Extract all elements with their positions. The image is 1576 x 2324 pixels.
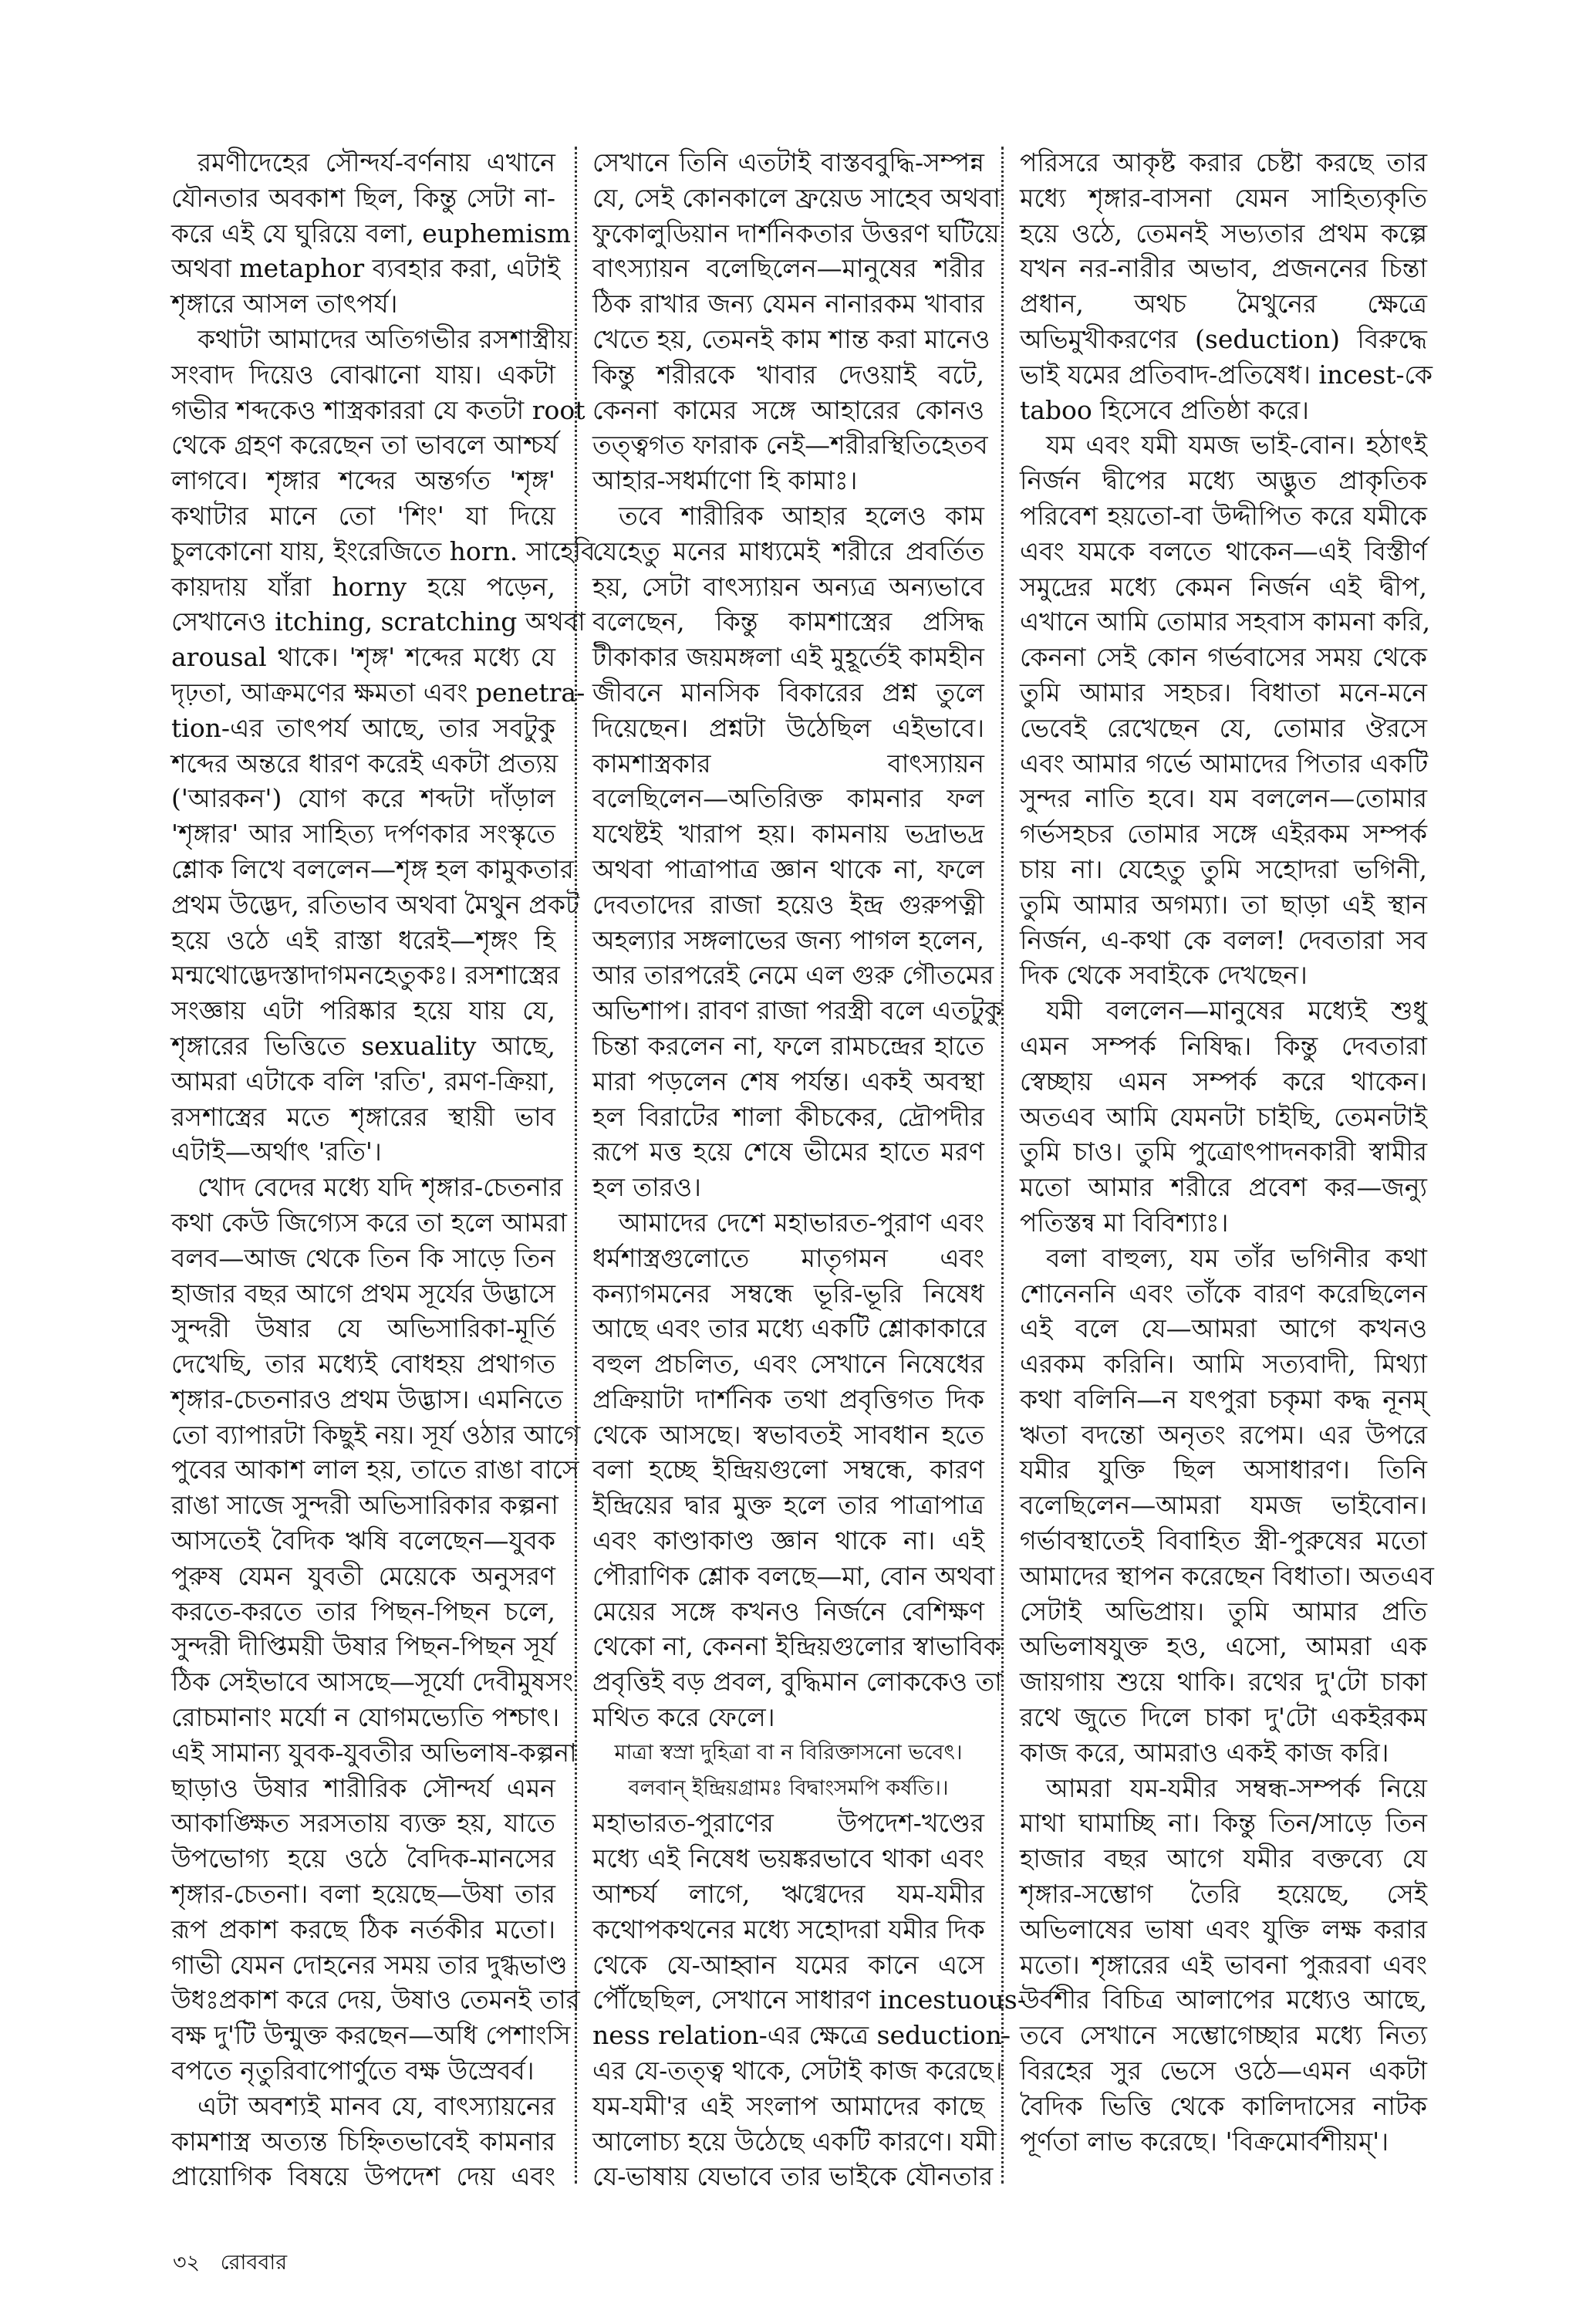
text-line: সুন্দর নাতি হবে। যম বললেন—তোমার (1020, 783, 1427, 814)
page-number: ৩২ (173, 2251, 201, 2275)
text-line: কাজ করে, আমরাও একই কাজ করি। (1020, 1737, 1389, 1768)
text-line: বলেছেন, কিন্তু কামশাস্ত্রের প্রসিদ্ধ (592, 606, 984, 637)
text-line: বলেছিলেন—আমরা যমজ ভাইবোন। (1020, 1490, 1427, 1521)
text-line: হয়, সেটা বাৎস্যায়ন অন্যত্র অন্যভাবে (592, 571, 984, 602)
paragraph (171, 322, 596, 1170)
column-divider (575, 147, 577, 2184)
text-line: আর তারপরেই নেমে এল গুরু গৌতমের (592, 960, 994, 991)
text-line: গাভী যেমন দোহনের সময় তার দুগ্ধভাণ্ড (171, 1949, 568, 1980)
text-line: মেয়ের সঙ্গে কখনও নির্জনে বেশিক্ষণ (592, 1596, 984, 1626)
text-line: মন্মথোদ্ভেদস্তাদাগমনহেতুকঃ। রসশাস্ত্রের (171, 960, 560, 991)
text-line: বহুল প্রচলিত, এবং সেখানে নিষেধের (592, 1349, 984, 1380)
text-line: কথাটার মানে তো 'শিং' যা দিয়ে (171, 500, 555, 531)
text-line: এটাই—অর্থাৎ 'রতি'। (171, 1137, 382, 1167)
text-line: এখানে আমি তোমার সহবাস কামনা করি, (1020, 606, 1431, 637)
text-line: গর্ভসহচর তোমার সঙ্গে এইরকম সম্পর্ক (1020, 819, 1427, 850)
text-line: তো ব্যাপারটা কিছুই নয়। সূর্য ওঠার আগে (171, 1419, 581, 1450)
text-line: বলবান্ ইন্দ্রিয়গ্রামঃ বিদ্বাংসমপি কর্ষতি।। (628, 1775, 949, 1800)
text-line: tion-এর তাৎপর্য আছে, তার সবটুকু (171, 712, 555, 743)
text-line: থেকে আসছে। স্বভাবতই সাবধান হতে (592, 1419, 984, 1450)
paragraph (592, 1205, 1002, 1735)
text-line: আলোচ্য হয়ে উঠেছে একটি কারণে। যমী (592, 2126, 997, 2157)
text-line: তুমি আমার সহচর। বিধাতা মনে-মনে (1020, 677, 1427, 708)
text-line: পূর্ণতা লাভ করেছে। 'বিক্রমোর্বশীয়ম্'। (1020, 2126, 1389, 2157)
text-line: বক্ষ দু'টি উন্মুক্ত করছেন—অধি পেশাংসি (171, 2020, 571, 2051)
paragraph (1020, 145, 1433, 427)
text-line: খোদ বেদের মধ্যে যদি শৃঙ্গার-চেতনার (197, 1172, 563, 1203)
text-line: হল তারও। (592, 1172, 701, 1203)
text-line: এবং যমকে বলতে থাকেন—এই বিস্তীর্ণ (1020, 535, 1427, 566)
text-line: তত্ত্বগত ফারাক নেই—শরীরস্থিতিহেতব (592, 430, 988, 461)
text-line: জায়গায় শুয়ে থাকি। রথের দু'টো চাকা (1020, 1667, 1427, 1697)
text-line: সেখানে তিনি এতটাই বাস্তববুদ্ধি-সম্পন্ন (592, 147, 984, 177)
text-line: অতএব আমি যেমনটা চাইছি, তেমনটাই (1020, 1101, 1427, 1132)
text-line: উর্বশীর বিচিত্র আলাপের মধ্যেও আছে, (1020, 1985, 1427, 2015)
text-line: লাগবে। শৃঙ্গার শব্দের অন্তর্গত 'শৃঙ্গ' (171, 465, 555, 496)
text-line: যমী বললেন—মানুষের মধ্যেই শুধু (1046, 995, 1427, 1026)
text-line: বলেছিলেন—অতিরিক্ত কামনার ফল (592, 783, 984, 814)
text-line: শ্লোক লিখে বললেন—শৃঙ্গ হল কামুকতার (171, 853, 574, 884)
text-line: ঠিক রাখার জন্য যেমন নানারকম খাবার (592, 289, 984, 319)
text-line: তুমি আমার অগম্যা। তা ছাড়া এই স্থান (1020, 889, 1427, 920)
text-line: অহল্যার সঙ্গলাভের জন্য পাগল হলেন, (592, 924, 984, 955)
text-line: নির্জন দ্বীপের মধ্যে অদ্ভুত প্রাকৃতিক (1020, 465, 1427, 496)
text-line: প্রথম উদ্ভেদ, রতিভাব অথবা মৈথুন প্রকট (171, 889, 580, 920)
text-line: কায়দায় যাঁরা horny হয়ে পড়েন, (171, 571, 555, 602)
text-line: যমীর যুক্তি ছিল অসাধারণ। তিনি (1020, 1454, 1427, 1485)
text-line: যেহেতু মনের মাধ্যমেই শরীরে প্রবর্তিত (592, 535, 984, 566)
text-line: এই বলে যে—আমরা আগে কখনও (1020, 1313, 1427, 1344)
text-line: মতো। শৃঙ্গারের এই ভাবনা পুরূরবা এবং (1020, 1949, 1427, 1980)
text-line: গভীর শব্দকেও শাস্ত্রকাররা যে কতটা root (171, 394, 586, 425)
text-line: যম এবং যমী যমজ ভাই-বোন। হঠাৎই (1046, 430, 1427, 461)
text-line: হাজার বছর আগে যমীর বক্তব্যে যে (1020, 1843, 1427, 1874)
text-line: হাজার বছর আগে প্রথম সূর্যের উদ্ভাসে (171, 1278, 555, 1309)
paragraph (171, 1170, 581, 2089)
text-line: প্রবৃত্তিই বড় প্রবল, বুদ্ধিমান লোককেও তা (592, 1667, 1002, 1697)
page-footer (173, 2247, 287, 2282)
text-line: মাথা ঘামাচ্ছি না। কিন্তু তিন/সাড়ে তিন (1020, 1808, 1427, 1839)
text-line: ঠিক সেইভাবে আসছে—সূর্যো দেবীমুষসং (171, 1667, 574, 1697)
text-line: মাত্রা স্বস্রা দুহিত্রা বা ন বিরিক্তাসনো ভবেৎ। (614, 1740, 963, 1765)
text-line: রমণীদেহের সৌন্দর্য-বর্ণনায় এখানে (197, 147, 555, 177)
paragraph (1020, 1771, 1427, 2160)
text-line: শৃঙ্গার-চেতনা। বলা হয়েছে—উষা তার (171, 1879, 555, 1910)
text-line: আহার-সধর্মাণো হি কামাঃ। (592, 465, 858, 496)
paragraph (592, 498, 1003, 1205)
text-line: স্বেচ্ছায় এমন সম্পর্ক করে থাকেন। (1020, 1066, 1427, 1096)
text-line: টীকাকার জয়মঙ্গলা এই মুহূর্তেই কামহীন (592, 642, 984, 673)
text-line: বিরহের সুর ভেসে ওঠে—এমন একটা (1020, 2055, 1427, 2086)
text-line: আকাঙ্ক্ষিত সরসতায় ব্যক্ত হয়, যাতে (171, 1808, 555, 1839)
text-line: যে, সেই কোনকালে ফ্রয়েড সাহেব অথবা (592, 182, 1001, 213)
text-line: রথে জুতে দিলে চাকা দু'টো একইরকম (1020, 1702, 1427, 1733)
text-line: অভিলাষের ভাষা এবং যুক্তি লক্ষ করার (1020, 1914, 1427, 1944)
text-line: বৈদিক ভিত্তি থেকে কালিদাসের নাটক (1020, 2090, 1427, 2121)
text-line: এবং কাণ্ডাকাণ্ড জ্ঞান থাকে না। এই (592, 1525, 984, 1556)
text-line: মধ্যে শৃঙ্গার-বাসনা যেমন সাহিত্যকৃতি (1020, 182, 1427, 213)
column-divider (1001, 147, 1004, 2184)
text-line: কথোপকথনের মধ্যে সহোদরা যমীর দিক (592, 1914, 985, 1944)
text-line: প্রক্রিয়াটা দার্শনিক তথা প্রবৃত্তিগত দিক (592, 1383, 984, 1414)
text-line: taboo হিসেবে প্রতিষ্ঠা করে। (1020, 394, 1309, 425)
text-line: তবে সেখানে সম্ভোগেচ্ছার মধ্যে নিত্য (1020, 2020, 1427, 2051)
text-line: আমাদের স্থাপন করেছেন বিধাতা। অতএব (1020, 1560, 1434, 1591)
text-line: থেকে যে-আহ্বান যমের কানে এসে (592, 1949, 984, 1980)
text-line: 'শৃঙ্গার' আর সাহিত্য দর্পণকার সংস্কৃতে (171, 819, 555, 850)
text-line: কেননা কামের সঙ্গে আহারের কোনও (592, 394, 984, 425)
text-line: ('আরকন') যোগ করে শব্দটা দাঁড়াল (171, 783, 555, 814)
text-line: কামশাস্ত্র অত্যন্ত চিহ্নিতভাবেই কামনার (171, 2126, 555, 2157)
text-line: থেকো না, কেননা ইন্দ্রিয়গুলোর স্বাভাবিক (592, 1631, 1002, 1662)
text-line: করতে-করতে তার পিছন-পিছন চলে, (171, 1596, 555, 1626)
text-line: শৃঙ্গারে আসল তাৎপর্য। (171, 289, 398, 319)
text-line: ভেবেই রেখেছেন যে, তোমার ঔরসে (1020, 712, 1427, 743)
text-line: দিয়েছেন। প্রশ্নটা উঠেছিল এইভাবে। (592, 712, 984, 743)
paragraph (1020, 1241, 1434, 1771)
text-line: শৃঙ্গারের ভিত্তিতে sexuality আছে, (171, 1030, 555, 1061)
paragraph (1020, 993, 1427, 1241)
text-line: শৃঙ্গার-সম্ভোগ তৈরি হয়েছে, সেই (1020, 1879, 1427, 1910)
magazine-name: রোববার (220, 2251, 288, 2275)
text-line: মধ্যে এই নিষেধ ভয়ঙ্করভাবে থাকা এবং (592, 1843, 984, 1874)
text-line: অভিমুখীকরণের (seduction) বিরুদ্ধে (1020, 323, 1427, 354)
text-line: কথা বলিনি—ন যৎপুরা চকৃমা কদ্ধ নূনম্ (1020, 1383, 1427, 1414)
text-line: পুবের আকাশ লাল হয়, তাতে রাঙা বাসে (171, 1454, 579, 1485)
text-line: বলা হচ্ছে ইন্দ্রিয়গুলো সম্বন্ধে, কারণ (592, 1454, 984, 1485)
text-line: অথবা পাত্রাপাত্র জ্ঞান থাকে না, ফলে (592, 853, 984, 884)
text-line: যম-যমী'র এই সংলাপ আমাদের কাছে (592, 2090, 984, 2121)
text-line: এটা অবশ্যই মানব যে, বাৎস্যায়নের (197, 2090, 555, 2121)
text-line: জীবনে মানসিক বিকারের প্রশ্ন তুলে (592, 677, 984, 708)
text-line: দিক থেকে সবাইকে দেখছেন। (1020, 960, 1308, 991)
text-line: যথেষ্টই খারাপ হয়। কামনায় ভদ্রাভদ্র (592, 819, 984, 850)
paragraph (592, 145, 1001, 498)
article-column-3 (1020, 145, 1434, 2159)
paragraph (171, 2089, 555, 2194)
paragraph (1020, 427, 1431, 993)
text-line: মহাভারত-পুরাণের উপদেশ-খণ্ডের (592, 1808, 984, 1839)
text-line: মথিত করে ফেলে। (592, 1702, 775, 1733)
text-line: কন্যাগমনের সম্বন্ধে ভূরি-ভূরি নিষেধ (592, 1278, 984, 1309)
text-line: সুন্দরী উষার যে অভিসারিকা-মূর্তি (171, 1313, 555, 1344)
text-line: অথবা metaphor ব্যবহার করা, এটাই (171, 253, 561, 284)
text-line: থেকে গ্রহণ করেছেন তা ভাবলে আশ্চর্য (171, 430, 559, 461)
text-line: দৃঢ়তা, আক্রমণের ক্ষমতা এবং penetra- (171, 677, 586, 708)
text-line: বপতে নৃতুরিবাপোর্ণুতে বক্ষ উস্রেবর্ব। (171, 2055, 535, 2086)
text-line: আসতেই বৈদিক ঋষি বলেছেন—যুবক (171, 1525, 555, 1556)
text-line: ধর্মশাস্ত্রগুলোতে মাতৃগমন এবং (592, 1242, 984, 1273)
text-line: উপভোগ্য হয়ে ওঠে বৈদিক-মানসের (171, 1843, 555, 1874)
text-line: কথাটা আমাদের অতিগভীর রসশাস্ত্রীয় (197, 323, 572, 354)
text-line: করে এই যে ঘুরিয়ে বলা, euphemism (171, 218, 572, 248)
text-line: রসশাস্ত্রের মতে শৃঙ্গারের স্থায়ী ভাব (171, 1101, 555, 1132)
text-line: বলা বাহুল্য, যম তাঁর ভগিনীর কথা (1046, 1242, 1427, 1273)
text-line: উধঃপ্রকাশ করে দেয়, উষাও তেমনই তার (171, 1985, 580, 2015)
text-line: আমাদের দেশে মহাভারত-পুরাণ এবং (619, 1207, 984, 1238)
text-line: পরিসরে আকৃষ্ট করার চেষ্টা করছে তার (1020, 147, 1427, 177)
article-column-1 (171, 145, 596, 2194)
text-line: বাৎস্যায়ন বলেছিলেন—মানুষের শরীর (592, 253, 984, 284)
text-line: ছাড়াও উষার শারীরিক সৌন্দর্য এমন (171, 1772, 555, 1803)
text-line: পুরুষ যেমন যুবতী মেয়েকে অনুসরণ (171, 1560, 555, 1591)
text-line: বলব—আজ থেকে তিন কি সাড়ে তিন (171, 1242, 555, 1273)
text-line: এবং আমার গর্ভে আমাদের পিতার একটি (1020, 748, 1429, 779)
text-line: অভিশাপ। রাবণ রাজা পরস্ত্রী বলে এতটুকু (592, 995, 1003, 1026)
text-line: মারা পড়লেন শেষ পর্যন্ত। একই অবস্থা (592, 1066, 984, 1096)
sanskrit-verse (592, 1735, 984, 1806)
text-line: শৃঙ্গার-চেতনারও প্রথম উদ্ভাস। এমনিতে (171, 1383, 563, 1414)
text-line: যখন নর-নারীর অভাব, প্রজননের চিন্তা (1020, 253, 1427, 284)
text-line: এমন সম্পর্ক নিষিদ্ধ। কিন্তু দেবতারা (1020, 1030, 1427, 1061)
paragraph (171, 145, 572, 322)
text-line: তুমি চাও। তুমি পুত্রোৎপাদনকারী স্বামীর (1020, 1137, 1427, 1167)
text-line: ভাই যমের প্রতিবাদ-প্রতিষেধ। incest-কে (1020, 359, 1433, 390)
text-line: মতো আমার শরীরে প্রবেশ কর—জন্যু (1020, 1172, 1427, 1203)
text-line: রূপে মত্ত হয়ে শেষে ভীমের হাতে মরণ (592, 1137, 984, 1167)
text-line: গর্ভাবস্থাতেই বিবাহিত স্ত্রী-পুরুষের মতো (1020, 1525, 1427, 1556)
text-line: সুন্দরী দীপ্তিময়ী উষার পিছন-পিছন সূর্য (171, 1631, 555, 1662)
text-line: কথা কেউ জিগ্যেস করে তা হলে আমরা (171, 1207, 567, 1238)
text-line: হল বিরাটের শালা কীচকের, দ্রৌপদীর (592, 1101, 984, 1132)
text-line: হয়ে ওঠে এই রাস্তা ধরেই—শৃঙ্গং হি (171, 924, 555, 955)
text-line: যে-ভাষায় যেভাবে তার ভাইকে যৌনতার (592, 2161, 994, 2192)
text-line: আশ্চর্য লাগে, ঋগ্বেদের যম-যমীর (592, 1879, 984, 1910)
text-line: চুলকোনো যায়, ইংরেজিতে horn. সাহেবি (171, 535, 596, 566)
text-line: দেখেছি, তার মধ্যেই বোধহয় প্রথাগত (171, 1349, 555, 1380)
text-line: সংবাদ দিয়েও বোঝানো যায়। একটা (171, 359, 555, 390)
text-line: ইন্দ্রিয়ের দ্বার মুক্ত হলে তার পাত্রাপাত্র (592, 1490, 984, 1521)
text-line: প্রায়োগিক বিষয়ে উপদেশ দেয় এবং (171, 2161, 555, 2192)
text-line: এই সামান্য যুবক-যুবতীর অভিলাষ-কল্পনা (171, 1737, 577, 1768)
text-line: দেবতাদের রাজা হয়েও ইন্দ্র গুরুপত্নী (592, 889, 984, 920)
text-line: আছে এবং তার মধ্যে একটি শ্লোকাকারে (592, 1313, 987, 1344)
text-line: প্রধান, অথচ মৈথুনের ক্ষেত্রে (1020, 289, 1427, 319)
paragraph (592, 1805, 1026, 2194)
article-column-2 (592, 145, 1026, 2194)
text-line: ঋতা বদন্তো অনৃতং রপেম। এর উপরে (1020, 1419, 1427, 1450)
text-line: তবে শারীরিক আহার হলেও কাম (619, 500, 984, 531)
text-line: নির্জন, এ-কথা কে বলল! দেবতারা সব (1020, 924, 1427, 955)
text-line: সেখানেও itching, scratching অথবা (171, 606, 586, 637)
text-line: শব্দের অন্তরে ধারণ করেই একটা প্রত্যয় (171, 748, 559, 779)
text-line: সংজ্ঞায় এটা পরিষ্কার হয়ে যায় যে, (171, 995, 555, 1026)
text-line: হয়ে ওঠে, তেমনই সভ্যতার প্রথম কল্পে (1020, 218, 1427, 248)
text-line: কেননা সেই কোন গর্ভবাসের সময় থেকে (1020, 642, 1427, 673)
text-line: পতিস্তন্ব মা বিবিশ্যাঃ। (1020, 1207, 1229, 1238)
text-line: arousal থাকে। 'শৃঙ্গ' শব্দের মধ্যে যে (171, 642, 555, 673)
text-line: সমুদ্রের মধ্যে কেমন নির্জন এই দ্বীপ, (1020, 571, 1427, 602)
text-line: যৌনতার অবকাশ ছিল, কিন্তু সেটা না- (171, 182, 555, 213)
text-line: এরকম করিনি। আমি সত্যবাদী, মিথ্যা (1020, 1349, 1427, 1380)
text-line: কামশাস্ত্রকার বাৎস্যায়ন (592, 748, 984, 779)
text-line: চিন্তা করলেন না, ফলে রামচন্দ্রের হাতে (592, 1030, 984, 1061)
text-line: কিন্তু শরীরকে খাবার দেওয়াই বটে, (592, 359, 984, 390)
text-line: অভিলাষযুক্ত হও, এসো, আমরা এক (1020, 1631, 1427, 1662)
text-line: সেটাই অভিপ্রায়। তুমি আমার প্রতি (1020, 1596, 1427, 1626)
text-line: ness relation-এর ক্ষেত্রে seduction- (592, 2020, 1011, 2051)
text-line: রাঙা সাজে সুন্দরী অভিসারিকার কল্পনা (171, 1490, 559, 1521)
text-line: এর যে-তত্ত্ব থাকে, সেটাই কাজ করেছে। (592, 2055, 1003, 2086)
text-line: পৌরাণিক শ্লোক বলছে—মা, বোন অথবা (592, 1560, 995, 1591)
text-line: পরিবেশ হয়তো-বা উদ্দীপিত করে যমীকে (1020, 500, 1427, 531)
text-line: আমরা যম-যমীর সম্বন্ধ-সম্পর্ক নিয়ে (1046, 1772, 1427, 1803)
text-line: আমরা এটাকে বলি 'রতি', রমণ-ক্রিয়া, (171, 1066, 555, 1096)
text-line: শোনেননি এবং তাঁকে বারণ করেছিলেন (1020, 1278, 1427, 1309)
text-line: রোচমানাং মর্যো ন যোগমভ্যেতি পশ্চাৎ। (171, 1702, 560, 1733)
text-line: খেতে হয়, তেমনই কাম শান্ত করা মানেও (592, 323, 990, 354)
text-line: ফুকোলুডিয়ান দার্শনিকতার উত্তরণ ঘটিয়ে (592, 218, 1000, 248)
text-line: পৌঁছেছিল, সেখানে সাধারণ incestuous- (592, 1985, 1026, 2015)
text-line: চায় না। যেহেতু তুমি সহোদরা ভগিনী, (1020, 853, 1427, 884)
text-line: রূপ প্রকাশ করছে ঠিক নর্তকীর মতো। (171, 1914, 555, 1944)
